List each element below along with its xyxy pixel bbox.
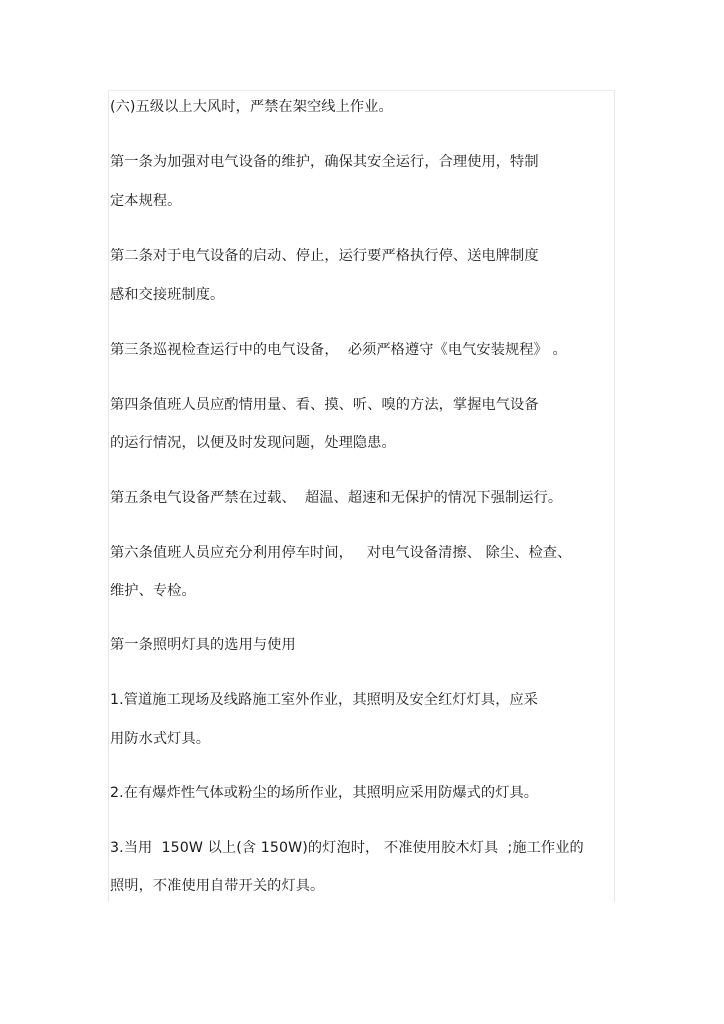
text-line: 照明，不准使用自带开关的灯具。 [110, 878, 325, 894]
text-line: 第四条值班人员应酌情用量、看、摸、听、嗅的方法，掌握电气设备 [110, 397, 539, 413]
text-line: 维护、专检。 [110, 583, 196, 599]
text-line: 感和交接班制度。 [110, 287, 225, 303]
text-line: 第一条照明灯具的选用与使用 [110, 637, 296, 653]
text-line: 用防水式灯具。 [110, 731, 211, 747]
text-line: 定本规程。 [110, 193, 182, 209]
text-line: 3.当用 150W 以上(含 150W)的灯泡时， 不准使用胶木灯具 ;施工作业的 [110, 840, 584, 856]
text-line: 1.管道施工现场及线路施工室外作业，其照明及安全红灯灯具，应采 [110, 692, 539, 708]
text-line: 第二条对于电气设备的启动、停止，运行要严格执行停、送电牌制度 [110, 248, 539, 264]
text-line: 第六条值班人员应充分利用停车时间， 对电气设备清擦、 除尘、检查、 [110, 545, 572, 561]
text-line: (六)五级以上大风时，严禁在架空线上作业。 [110, 99, 393, 115]
text-line: 第五条电气设备严禁在过载、 超温、超速和无保护的情况下强制运行。 [110, 490, 563, 506]
text-line: 第三条巡视检查运行中的电气设备， 必须严格遵守《电气安装规程》 。 [110, 342, 567, 358]
text-line: 第一条为加强对电气设备的维护，确保其安全运行，合理使用，特制 [110, 154, 539, 170]
text-line: 的运行情况，以便及时发现问题，处理隐患。 [110, 435, 396, 451]
text-line: 2.在有爆炸性气体或粉尘的场所作业，其照明应采用防爆式的灯具。 [110, 785, 539, 801]
